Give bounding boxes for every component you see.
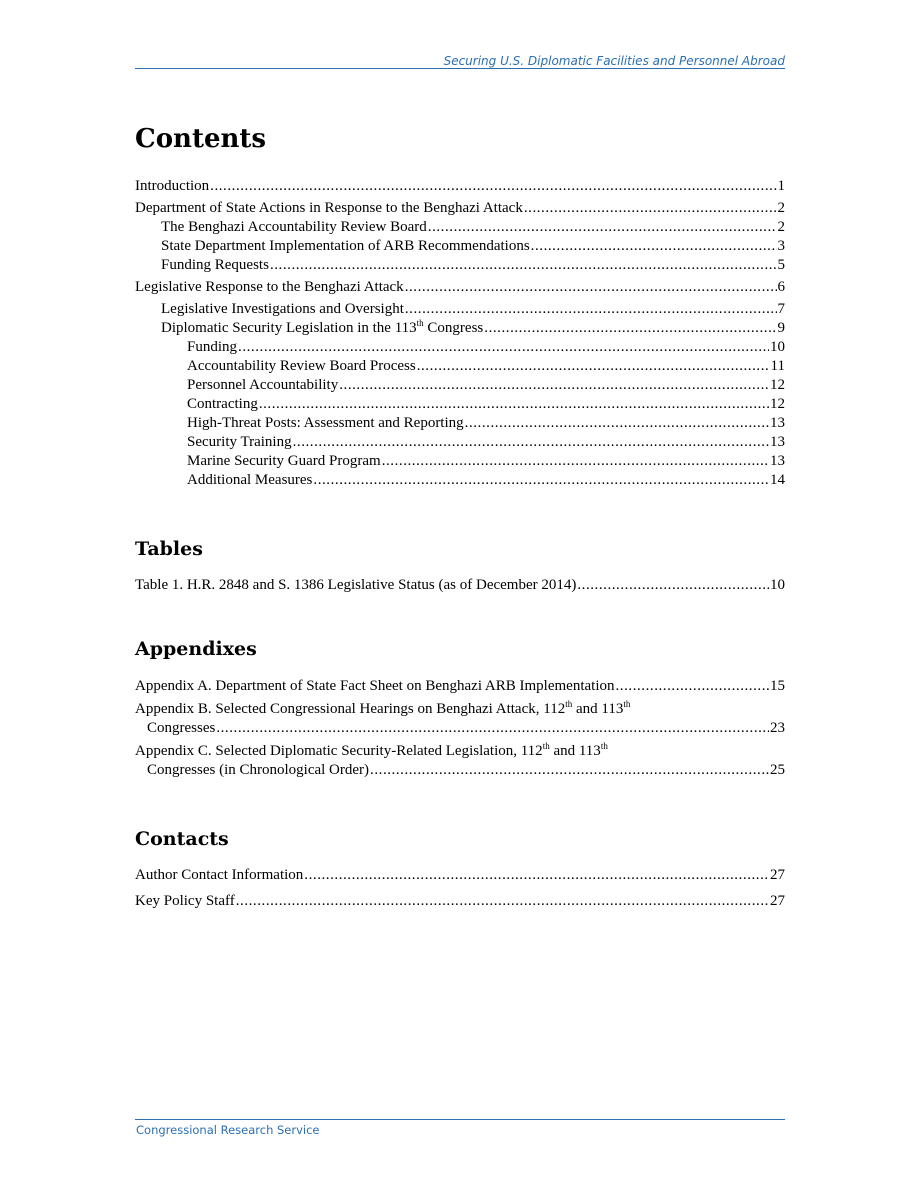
appendixes-list bbox=[135, 677, 785, 780]
toc-entry[interactable]: Diplomatic Security Legislation in the 113th Congress . . . 9 bbox=[135, 319, 785, 338]
toc-entry[interactable]: Legislative Investigations and Oversight . . . 7 bbox=[135, 300, 785, 319]
footer-publisher: Congressional Research Service bbox=[136, 1123, 320, 1137]
toc-entry[interactable]: Author Contact Information . . . 27 bbox=[135, 866, 785, 885]
toc-entry[interactable]: Appendix A. Department of State Fact Sheet on Benghazi ARB Implementation . . . 15 bbox=[135, 677, 785, 696]
toc-entry[interactable]: The Benghazi Accountability Review Board . . . 2 bbox=[135, 218, 785, 237]
contacts-title: Contacts bbox=[135, 828, 229, 850]
toc-entry[interactable]: Funding Requests . . . 5 bbox=[135, 256, 785, 275]
toc-entry[interactable]: Contracting . . . 12 bbox=[135, 395, 785, 414]
toc-entry[interactable]: Key Policy Staff . . . 27 bbox=[135, 892, 785, 911]
toc-entry[interactable]: Appendix C. Selected Diplomatic Security-Related Legislation, 112th and 113th Congresses (in Chronological Order) . . . 25 bbox=[135, 742, 785, 780]
toc-entry[interactable]: Appendix B. Selected Congressional Hearings on Benghazi Attack, 112th and 113th Congresses . . . 23 bbox=[135, 700, 785, 738]
appendixes-title: Appendixes bbox=[135, 638, 257, 660]
tables-list bbox=[135, 576, 785, 595]
tables-title: Tables bbox=[135, 538, 203, 560]
running-header: Securing U.S. Diplomatic Facilities and Personnel Abroad bbox=[443, 54, 785, 68]
contents-list bbox=[135, 177, 785, 490]
toc-entry[interactable]: High-Threat Posts: Assessment and Reporting . . . 13 bbox=[135, 414, 785, 433]
contacts-list bbox=[135, 866, 785, 911]
footer-rule bbox=[135, 1119, 785, 1120]
toc-entry[interactable]: Accountability Review Board Process . . . 11 bbox=[135, 357, 785, 376]
toc-entry[interactable]: Personnel Accountability . . . 12 bbox=[135, 376, 785, 395]
toc-entry[interactable]: Security Training . . . 13 bbox=[135, 433, 785, 452]
toc-entry[interactable]: Introduction . . . 1 bbox=[135, 177, 785, 196]
toc-entry[interactable]: Marine Security Guard Program . . . 13 bbox=[135, 452, 785, 471]
toc-entry[interactable]: Additional Measures . . . 14 bbox=[135, 471, 785, 490]
toc-entry[interactable]: Table 1. H.R. 2848 and S. 1386 Legislative Status (as of December 2014) . . . 10 bbox=[135, 576, 785, 595]
header-rule bbox=[135, 68, 785, 69]
toc-entry[interactable]: Department of State Actions in Response to the Benghazi Attack . . . 2 bbox=[135, 199, 785, 218]
toc-entry[interactable]: Legislative Response to the Benghazi Attack . . . 6 bbox=[135, 278, 785, 297]
toc-entry[interactable]: Funding . . . 10 bbox=[135, 338, 785, 357]
contents-title: Contents bbox=[135, 124, 267, 154]
toc-entry[interactable]: State Department Implementation of ARB Recommendations . . . 3 bbox=[135, 237, 785, 256]
